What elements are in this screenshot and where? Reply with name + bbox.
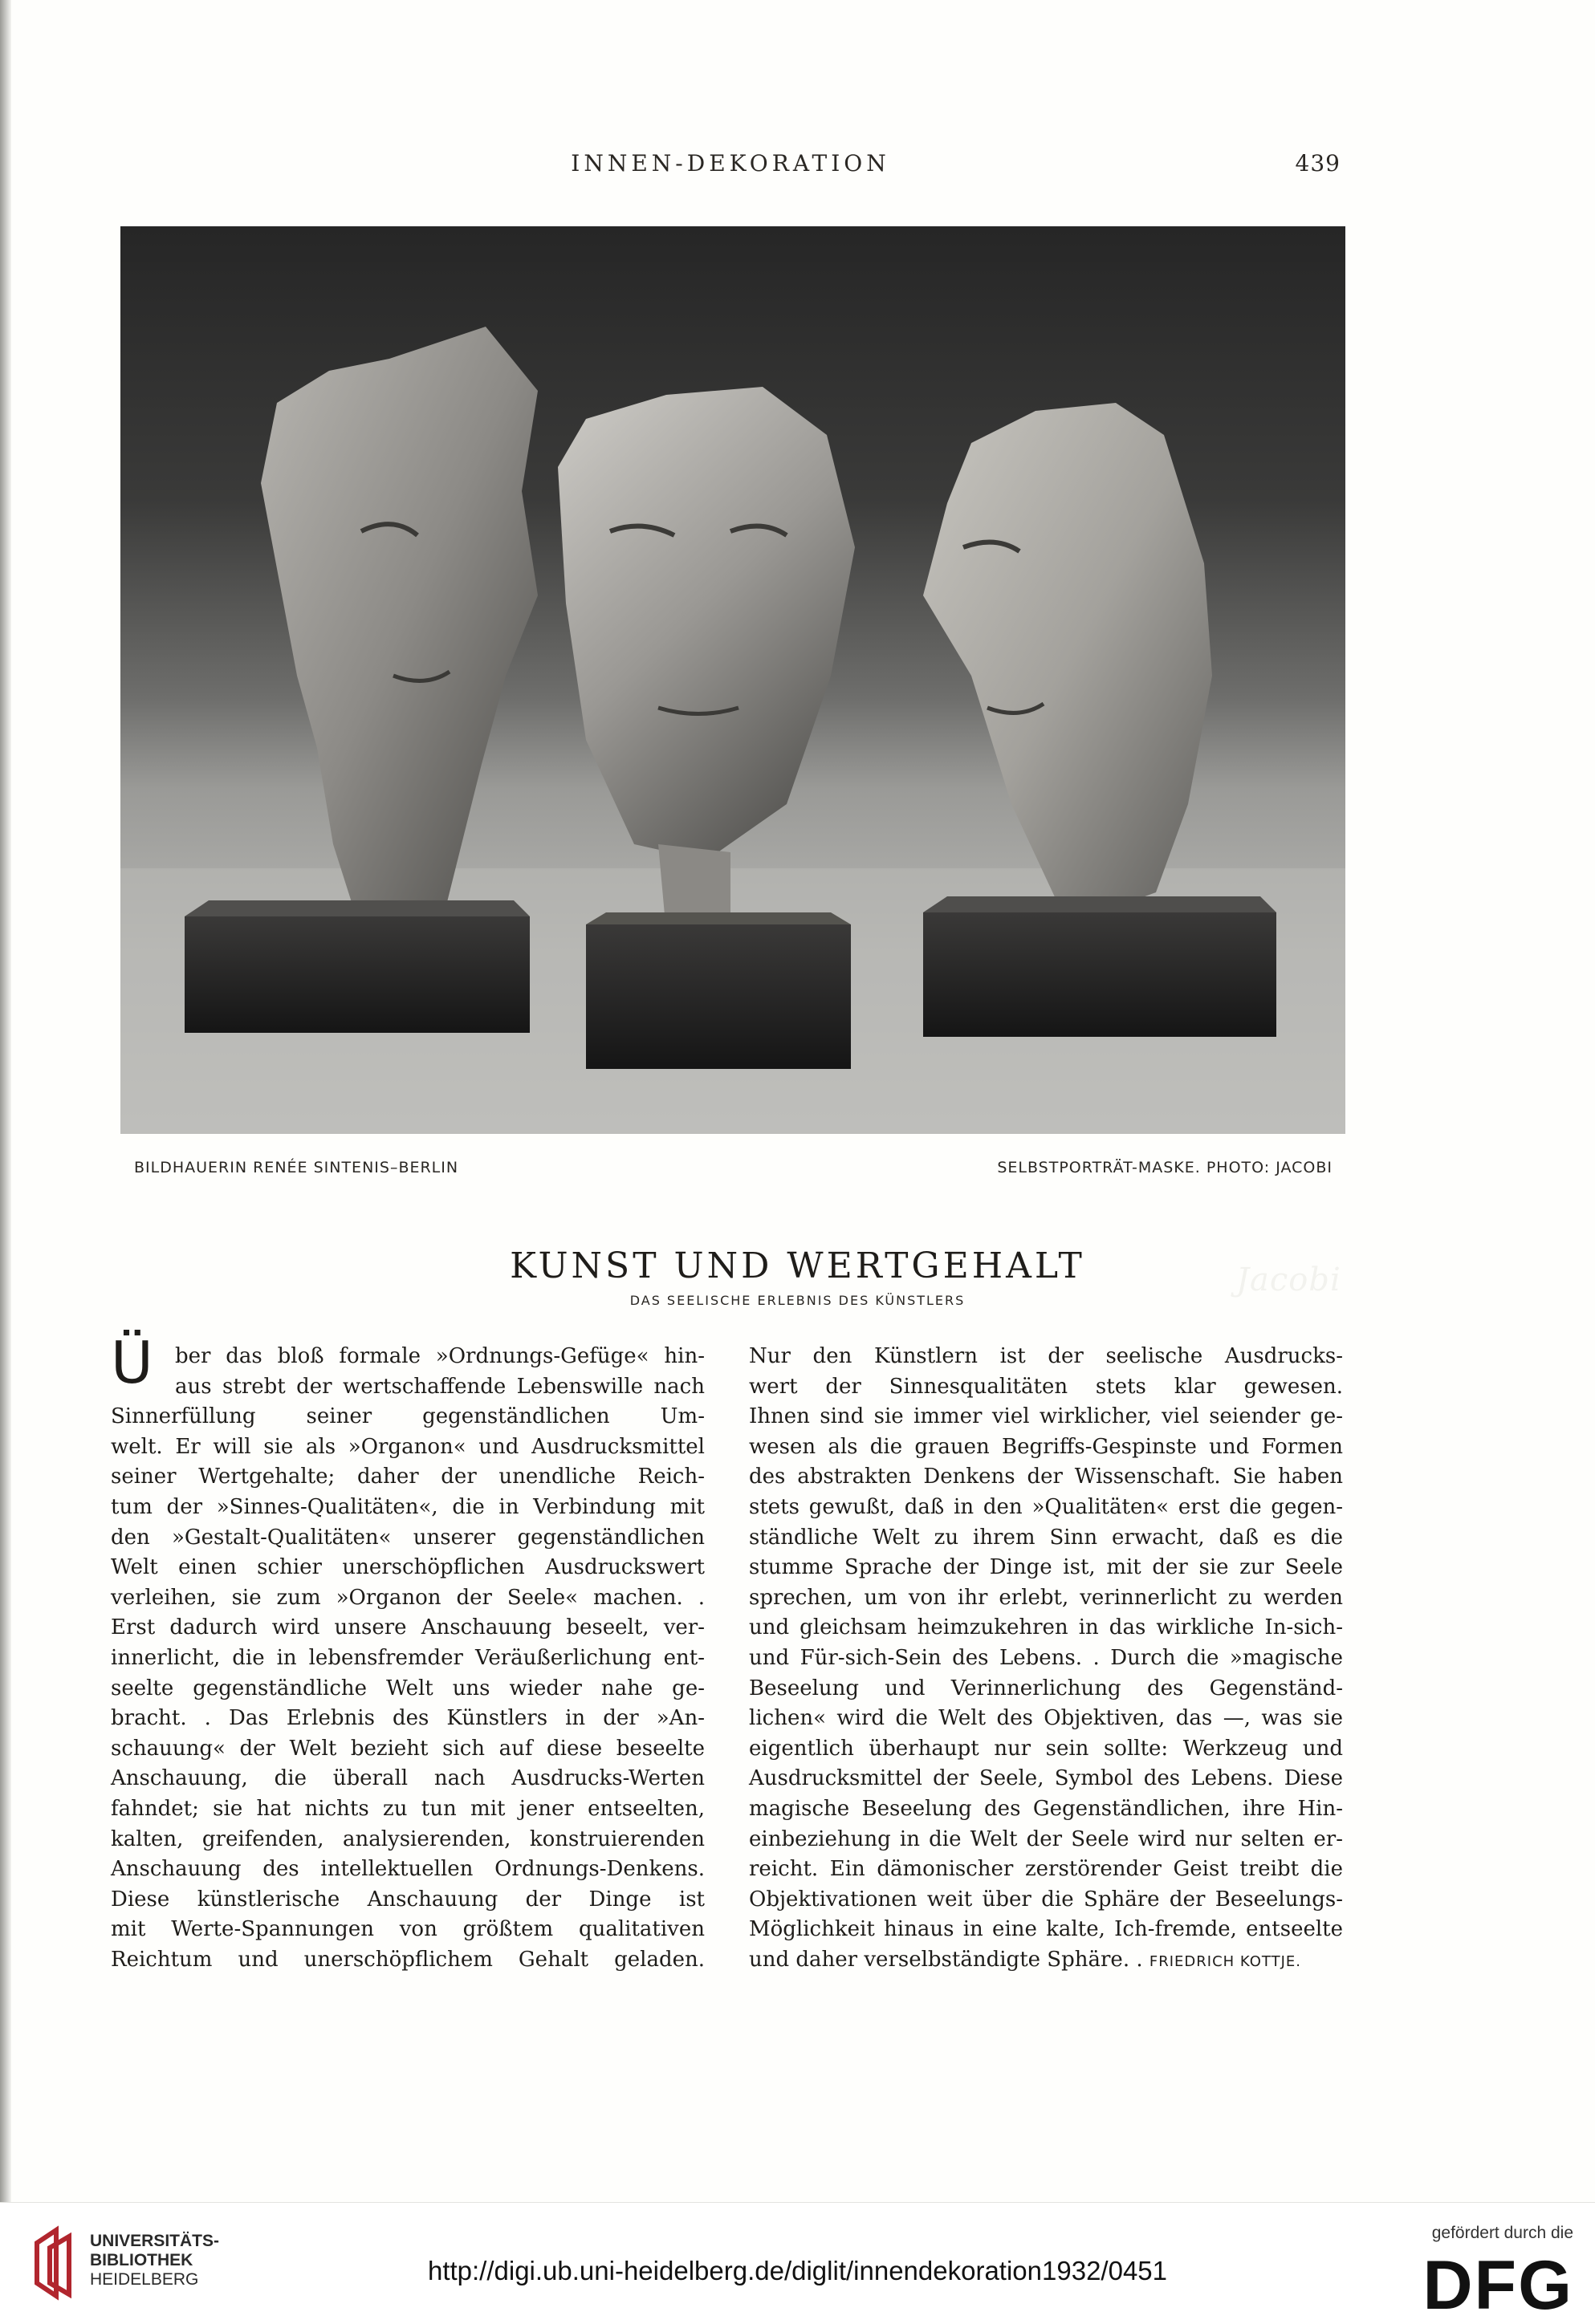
library-name-line: BIBLIOTHEK: [90, 2251, 193, 2269]
text-column-left: [111, 1342, 705, 1975]
caption-work: SELBSTPORTRÄT-MASKE. PHOTO: JACOBI: [997, 1159, 1333, 1176]
text-line: wesen als die grauen Begriffs-Gespinste und Formen: [749, 1434, 1343, 1459]
drop-cap: Ü: [111, 1329, 153, 1396]
text-line: Möglichkeit hinaus in eine kalte, Ich-fremde, entseelte: [749, 1917, 1343, 1942]
three-masks-image: [120, 226, 1345, 1134]
text-line: schauung« der Welt bezieht sich auf diese beseelte: [111, 1736, 705, 1761]
text-line: Nur den Künstlern ist der seelische Ausdrucks-: [749, 1344, 1343, 1368]
text-line: und gleichsam heimzukehren in das wirkliche In-sich-: [749, 1615, 1343, 1640]
text-line: lichen« wird die Welt des Objektiven, das —, was sie: [749, 1706, 1343, 1731]
caption-artist: BILDHAUERIN RENÉE SINTENIS–BERLIN: [134, 1159, 459, 1176]
text-line: Objektivationen weit über die Sphäre der Beseelungs-: [749, 1887, 1343, 1912]
page-number: 439: [1295, 150, 1341, 177]
author-name: FRIEDRICH KOTTJE.: [1149, 1952, 1301, 1970]
scan-edge-shadow: [0, 0, 11, 2322]
text-line: magische Beseelung des Gegenständlichen, ihre Hin-: [749, 1796, 1343, 1821]
text-line: kalten, greifenden, analysierenden, konstruierenden: [111, 1826, 705, 1851]
left-mask: [185, 327, 538, 1033]
text-line: Anschauung, die überall nach Ausdrucks-Werten: [111, 1766, 705, 1791]
text-line: des abstrakten Denkens der Wissenschaft. Sie haben: [749, 1465, 1343, 1489]
text-line: Sinnerfüllung seiner gegenständlichen Um-: [111, 1404, 705, 1429]
text-line: tum der »Sinnes-Qualitäten«, die in Verbindung mit: [111, 1494, 705, 1519]
centre-mask: [558, 387, 855, 1069]
text-column-right: [749, 1342, 1343, 1975]
text-line: Erst dadurch wird unsere Anschauung beseelt, ver-: [111, 1615, 705, 1640]
text-line: einbeziehung in die Welt der Seele wird nur selten er-: [749, 1826, 1343, 1851]
text-line: eigentlich überhaupt nur sein sollte: Werkzeug und: [749, 1736, 1343, 1761]
text-line: Beseelung und Verinnerlichung des Gegenständ-: [749, 1676, 1343, 1700]
text-line: Ihnen sind sie immer viel wirklicher, viel seiender ge-: [749, 1404, 1343, 1429]
journal-title: INNEN-DEKORATION: [571, 150, 890, 177]
right-mask: [923, 403, 1276, 1037]
photographer-signature: Jacobi: [1236, 1262, 1341, 1298]
text-line: innerlicht, die in lebensfremder Veräußerlichung ent-: [111, 1645, 705, 1670]
library-name-line: UNIVERSITÄTS-: [90, 2232, 220, 2250]
text-line: fahndet; sie hat nichts zu tun mit jener entseelten,: [111, 1796, 705, 1821]
text-line: Reichtum und unerschöpflichem Gehalt geladen.: [111, 1947, 705, 1972]
article-title: KUNST UND WERTGEHALT: [510, 1245, 1085, 1286]
text-line: welt. Er will sie als »Organon« und Ausdrucksmittel: [111, 1434, 705, 1459]
text-line: mit Werte-Spannungen von größtem qualitativen: [111, 1917, 705, 1942]
dfg-logo: DFG: [1422, 2247, 1573, 2324]
text-line: Diese künstlerische Anschauung der Dinge ist: [111, 1887, 705, 1912]
library-name-line: HEIDELBERG: [90, 2270, 199, 2289]
text-line: und daher verselbständigte Sphäre. .: [749, 1947, 1143, 1972]
text-line: ständliche Welt zu ihrem Sinn erwacht, daß es die: [749, 1525, 1343, 1550]
text-line: sprechen, um von ihr erlebt, verinnerlicht zu werden: [749, 1585, 1343, 1610]
text-line: reicht. Ein dämonischer zerstörender Geist treibt die: [749, 1857, 1343, 1882]
text-line: wert der Sinnesqualitäten stets klar gewesen.: [749, 1374, 1343, 1399]
article-subtitle: DAS SEELISCHE ERLEBNIS DES KÜNSTLERS: [629, 1293, 966, 1308]
text-line: Welt einen schier unerschöpflichen Ausdruckswert: [111, 1555, 705, 1580]
digitization-footer: [0, 2202, 1595, 2323]
text-line: seelte gegenständliche Welt uns wieder nahe ge-: [111, 1676, 705, 1700]
permalink-url[interactable]: http://digi.ub.uni-heidelberg.de/diglit/innendekoration1932/0451: [427, 2256, 1168, 2285]
funding-note: gefördert durch die: [1431, 2224, 1573, 2242]
text-line: Anschauung des intellektuellen Ordnungs-Denkens.: [111, 1857, 705, 1882]
text-line: bracht. . Das Erlebnis des Künstlers in der »An-: [111, 1706, 705, 1731]
text-line: den »Gestalt-Qualitäten« unserer gegenständlichen: [111, 1525, 705, 1550]
text-line: stets gewußt, daß in den »Qualitäten« erst die gegen-: [749, 1494, 1343, 1519]
text-line: ber das bloß formale »Ordnungs-Gefüge« hin-: [175, 1344, 705, 1368]
text-line: seiner Wertgehalte; daher der unendliche Reich-: [111, 1465, 705, 1489]
text-line: Ausdrucksmittel der Seele, Symbol des Lebens. Diese: [749, 1766, 1343, 1791]
text-line: und Für-sich-Sein des Lebens. . Durch die »magische: [749, 1645, 1343, 1670]
text-line: stumme Sprache der Dinge ist, mit der sie zur Seele: [749, 1555, 1343, 1580]
running-head: [0, 150, 1595, 182]
text-line: verleihen, sie zum »Organon der Seele« machen. .: [111, 1585, 705, 1610]
text-line-final: [749, 1945, 1343, 1976]
text-line: aus strebt der wertschaffende Lebenswille nach: [175, 1374, 705, 1399]
